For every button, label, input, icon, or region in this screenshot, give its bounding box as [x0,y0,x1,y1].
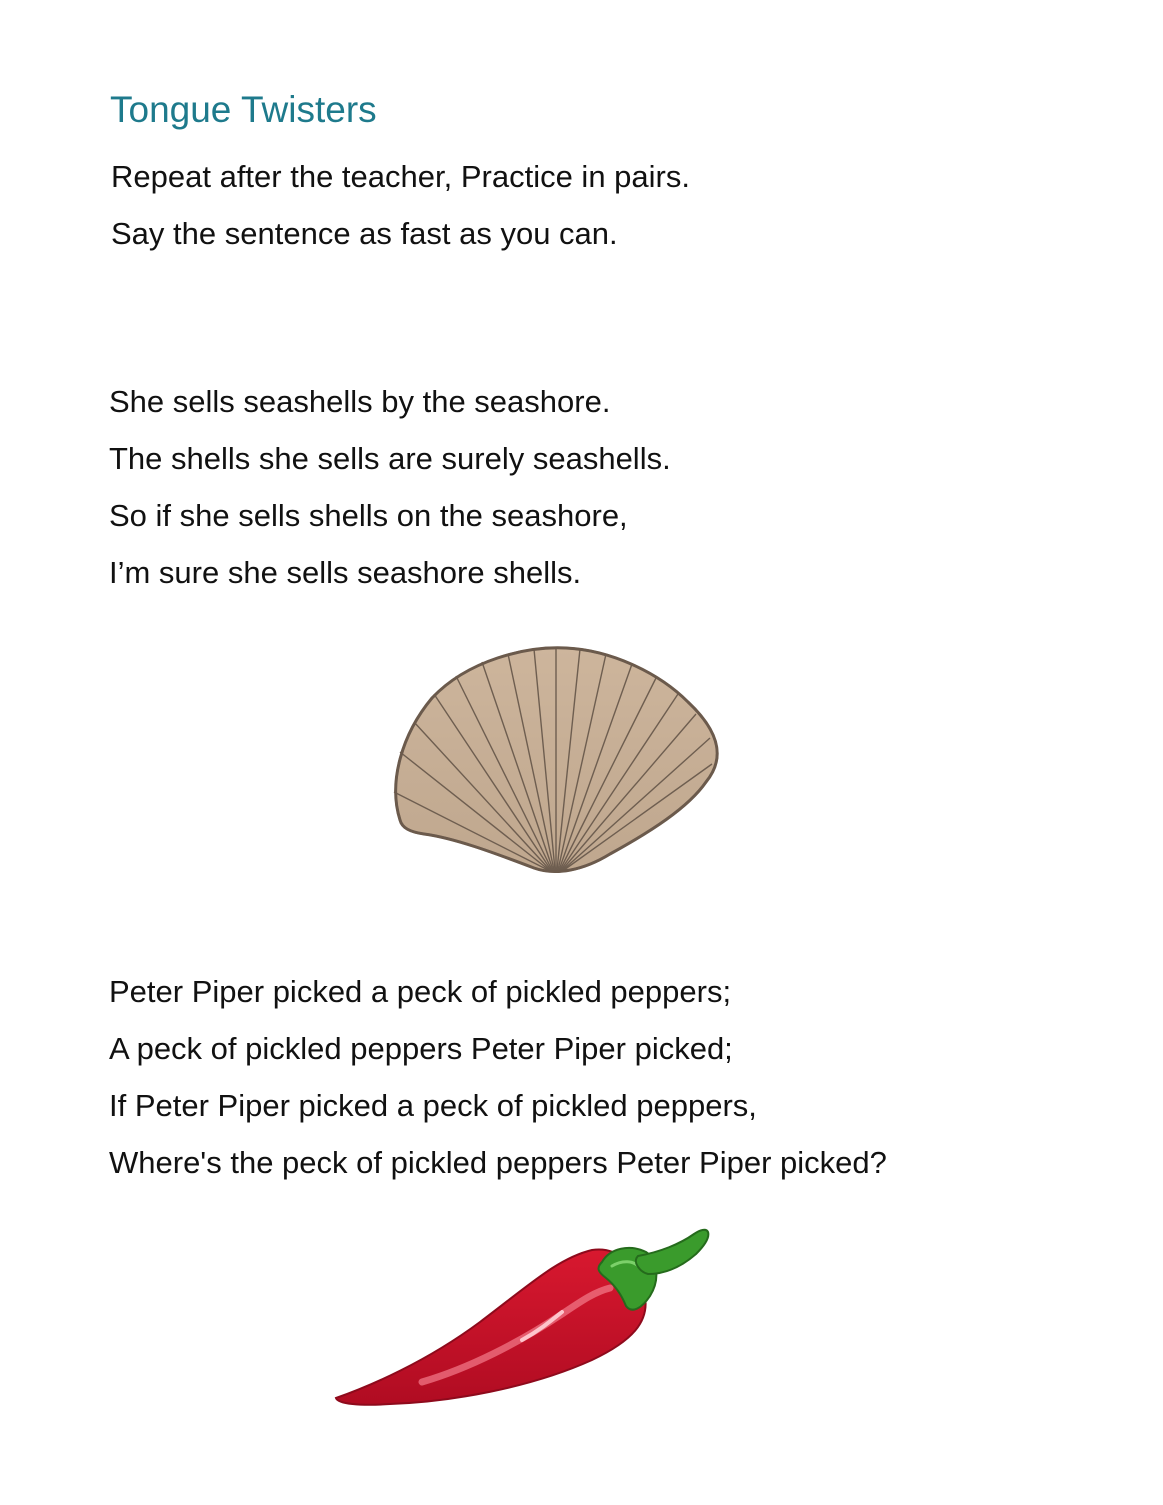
twister-line: A peck of pickled peppers Peter Piper picked; [109,1031,733,1066]
twister-line: Peter Piper picked a peck of pickled peppers; [109,974,732,1009]
instruction-line: Repeat after the teacher, Practice in pairs. [111,159,690,194]
twister-line: I’m sure she sells seashore shells. [109,555,582,590]
twister-line: The shells she sells are surely seashells. [109,441,671,476]
twister-line: So if she sells shells on the seashore, [109,498,628,533]
instruction-line: Say the sentence as fast as you can. [111,216,618,251]
twister-line: She sells seashells by the seashore. [109,384,611,419]
red-chili-pepper-illustration [330,1222,716,1410]
seashell-illustration [388,642,724,878]
twister-line: Where's the peck of pickled peppers Peter Piper picked? [109,1145,887,1180]
twister-line: If Peter Piper picked a peck of pickled peppers, [109,1088,757,1123]
page-title: Tongue Twisters [110,89,377,130]
